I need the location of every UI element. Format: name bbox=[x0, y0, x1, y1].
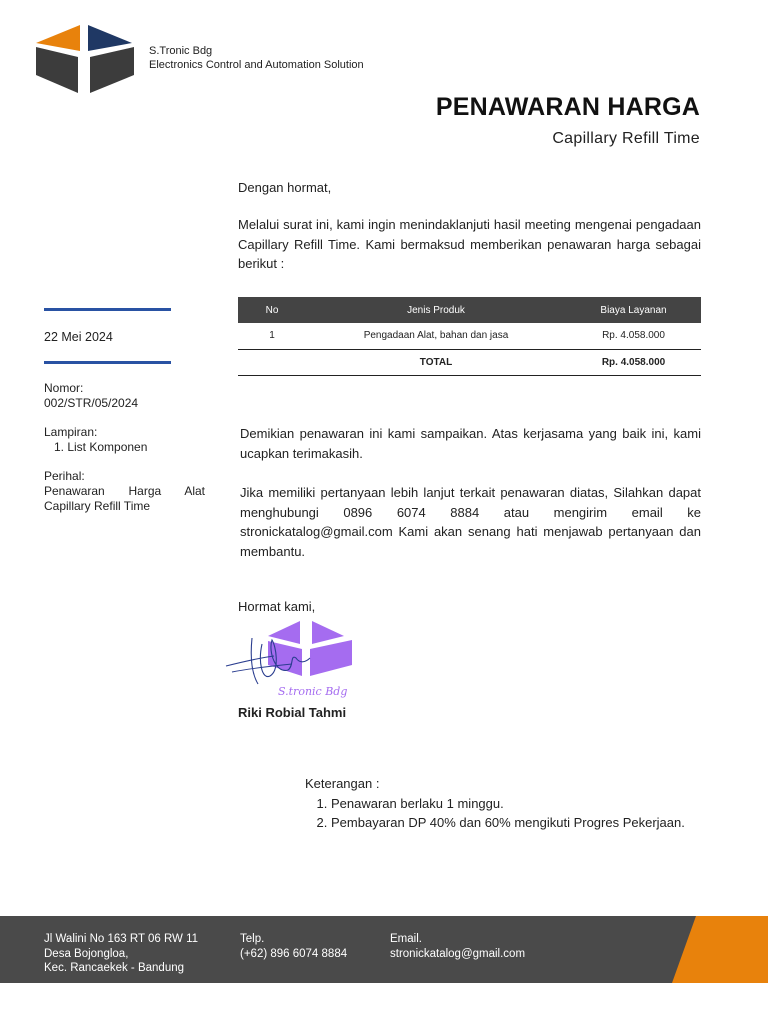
document-subtitle: Capillary Refill Time bbox=[552, 130, 700, 147]
email-value: stronickatalog@gmail.com bbox=[390, 947, 526, 960]
lampiran-item: 1. List Komponen bbox=[54, 440, 148, 454]
phone-label: Telp. bbox=[240, 933, 265, 945]
column-header-no: No bbox=[238, 297, 306, 323]
footer bbox=[0, 916, 768, 983]
table-row bbox=[238, 323, 701, 349]
column-header-product: Jenis Produk bbox=[306, 297, 566, 323]
footer-email bbox=[390, 932, 525, 961]
letter-date: 22 Mei 2024 bbox=[44, 330, 113, 344]
company-info bbox=[149, 44, 364, 72]
footer-address: Jl Walini No 163 RT 06 RW 11 Desa Bojongloa, Kec. Rancaekek - Bandung bbox=[44, 933, 199, 974]
signature-stamp bbox=[222, 618, 362, 700]
lampiran-label: Lampiran: bbox=[44, 425, 98, 439]
notes-label: Keterangan : bbox=[305, 776, 380, 791]
notes-list bbox=[305, 794, 685, 833]
perihal-value: Penawaran Harga Alat Capillary Refill Time bbox=[44, 484, 205, 513]
total-value: Rp. 4.058.000 bbox=[566, 349, 701, 375]
intro-paragraph: Melalui surat ini, kami ingin menindaklanjuti hasil meeting mengenai pengadaan Capillary Refill Time. Kami bermaksud memberikan penawaran harga sebagai berikut : bbox=[238, 217, 701, 271]
table-total-row bbox=[238, 349, 701, 375]
cell-no: 1 bbox=[238, 323, 306, 349]
regards: Hormat kami, bbox=[238, 599, 316, 614]
nomor-value: 002/STR/05/2024 bbox=[44, 396, 139, 410]
lampiran-block bbox=[44, 425, 147, 455]
price-table bbox=[238, 297, 701, 376]
company-logo bbox=[34, 25, 138, 93]
sidebar-rule-top bbox=[44, 308, 171, 311]
perihal-label: Perihal: bbox=[44, 469, 85, 483]
company-tagline: Electronics Control and Automation Solution bbox=[149, 59, 364, 71]
notes bbox=[305, 774, 685, 833]
document-title: PENAWARAN HARGA bbox=[435, 93, 700, 121]
table-header-row bbox=[238, 297, 701, 323]
perihal-block bbox=[44, 469, 205, 514]
cell-product: Pengadaan Alat, bahan dan jasa bbox=[306, 323, 566, 349]
phone-value: (+62) 896 6074 8884 bbox=[240, 947, 348, 960]
greeting: Dengan hormat, bbox=[238, 180, 332, 195]
footer-phone bbox=[240, 932, 347, 961]
company-name: S.Tronic Bdg bbox=[149, 45, 213, 57]
footer-accent-shape bbox=[672, 916, 768, 983]
list-item: 1. Penawaran berlaku 1 minggu. bbox=[331, 794, 685, 814]
list-item: 2. Pembayaran DP 40% dan 60% mengikuti Progres Pekerjaan. bbox=[331, 813, 685, 833]
closing-paragraph-2: Jika memiliki pertanyaan lebih lanjut terkait penawaran diatas, Silahkan dapat menghubungi 0896 6074 8884 atau mengirim email ke stronickatalog@gmail.com Kami akan senang hati menjawab pertanyaan dan membantu. bbox=[240, 485, 701, 559]
closing-paragraph-1: Demikian penawaran ini kami sampaikan. Atas kerjasama yang baik ini, kami ucapkan terimakasih. bbox=[240, 426, 701, 461]
total-label: TOTAL bbox=[306, 349, 566, 375]
nomor-label: Nomor: bbox=[44, 381, 84, 395]
nomor-block bbox=[44, 381, 138, 411]
email-label: Email. bbox=[390, 933, 422, 945]
column-header-price: Biaya Layanan bbox=[566, 297, 701, 323]
signer-name: Riki Robial Tahmi bbox=[238, 705, 347, 720]
cell-price: Rp. 4.058.000 bbox=[566, 323, 701, 349]
sidebar-rule-bottom bbox=[44, 361, 171, 364]
svg-text:S.tronic Bdg: S.tronic Bdg bbox=[278, 685, 348, 698]
